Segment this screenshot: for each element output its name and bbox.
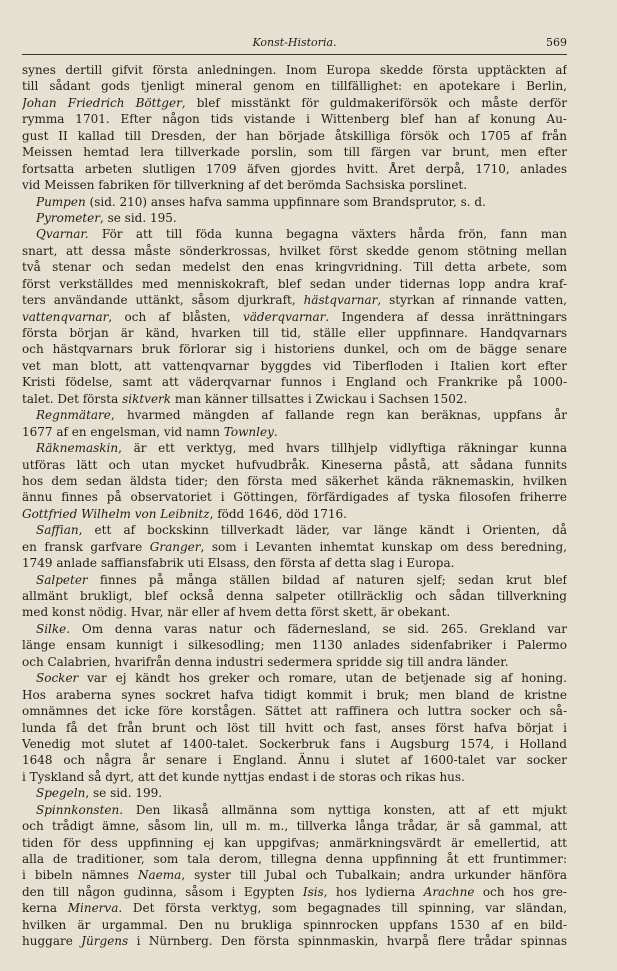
header-rule — [22, 54, 567, 55]
text-line: den till någon gudinna, såsom i Egypten Isis, hos lydierna Arachne och hos gre- — [22, 884, 567, 899]
running-header — [22, 36, 567, 52]
text-line: hos dem sedan äldsta tider; den första med säkerhet kända räknemaskin, hvilken — [22, 473, 567, 488]
text-line: synes dertill gifvit första anledningen. Inom Europa skedde första upptäckten af — [22, 63, 567, 77]
text-line: fortsatta arbeten slutligen 1709 äfven gjordes hvitt. Året derpå, 1710, anlades — [22, 161, 567, 176]
text-line: 1648 och några år senare i England. Ännu i slutet af 1600-talet var socker — [22, 753, 567, 768]
text-line: med konst nödig. Hvar, när eller af hvem detta först skett, är obekant. — [22, 605, 451, 620]
text-line: Regnmätare, hvarmed mängden af fallande regn kan beräknas, uppfans år — [36, 408, 567, 423]
text-line: Pumpen (sid. 210) anses hafva samma uppfinnare som Brandsprutor, s. d. — [36, 194, 486, 209]
text-line: två stenar och sedan medelst den enas kringvridning. Till detta arbete, som — [22, 260, 567, 275]
text-line: vid Meissen fabriken för tillverkning af det berömda Sachsiska porslinet. — [22, 178, 468, 193]
text-line: hvilken är urgammal. Den nu brukliga spinnrocken uppfans 1530 af en bild- — [22, 917, 567, 932]
text-line: Meissen hemtad lera tillverkade porslin, som till färgen var brunt, men efter — [22, 145, 567, 160]
text-line: 1677 af en engelsman, vid namn Townley. — [22, 424, 278, 439]
text-line: kerna Minerva. Det första verktyg, som begagnades till spinning, var sländan, — [22, 901, 567, 916]
text-line: Johan Friedrich Böttger, blef misstänkt för guldmakeriförsök och måste derför — [22, 95, 567, 110]
text-line: Räknemaskin, är ett verktyg, med hvars tillhjelp vidlyftiga räkningar kunna — [36, 441, 567, 456]
text-line: utföras lätt och utan mycket hufvudbråk. Kineserna påstå, att sådana funnits — [22, 457, 567, 472]
text-line: rymma 1701. Efter någon tids vistande i Wittenberg blef han af konung Au- — [22, 112, 567, 127]
text-line: gust II kallad till Dresden, der han började åtskilliga försök och 1705 af från — [22, 128, 567, 143]
text-line: lunda få det från brunt och löst till hvitt och fast, anses först hafva börjat i — [22, 720, 567, 735]
text-line: Kristi födelse, samt att väderqvarnar funnos i England och Frankrike på 1000- — [22, 375, 567, 390]
text-line: först verkställdes med menniskokraft, blef sedan under tidernas lopp andra kraf- — [22, 276, 567, 291]
text-line: omnämnes det icke före korstågen. Sättet att raffinera och luttra socker och så- — [22, 704, 567, 719]
text-line: Silke. Om denna varas natur och fädernesland, se sid. 265. Grekland var — [36, 621, 567, 636]
text-line: tiden för dess uppfinning ej kan uppgifvas; anmärkningsvärdt är emellertid, att — [22, 835, 567, 850]
text-line: Salpeter finnes på många ställen bildad af naturen sjelf; sedan krut blef — [36, 572, 567, 587]
text-line: talet. Det första siktverk man känner tillsattes i Zwickau i Sachsen 1502. — [22, 391, 468, 406]
text-line: alla de traditioner, som tala derom, tillegna denna uppfinning åt ett fruntimmer: — [22, 852, 567, 866]
text-line: Pyrometer, se sid. 195. — [36, 210, 177, 225]
text-line: vattenqvarnar, och af blåsten, väderqvarnar. Ingendera af dessa inrättningars — [22, 309, 567, 324]
text-line: snart, att dessa måste sönderkrossas, hvilket först skedde genom stötning mellan — [22, 243, 567, 258]
text-line: en fransk garfvare Granger, som i Levanten inhemtat kunskap om dess beredning, — [22, 539, 567, 554]
text-line: länge ensam kunnigt i silkesodling; men 1130 anlades sidenfabriker i Palermo — [22, 638, 567, 653]
text-line: Spinnkonsten. Den likaså allmänna som nyttiga konsten, att af ett mjukt — [36, 802, 567, 817]
text-line: och hästqvarnars bruk förlorar sig i historiens dunkel, och om de bägge senare — [22, 342, 567, 357]
page-number: 569 — [546, 36, 567, 49]
text-line: Qvarnar. För att till föda kunna begagna växters hårda frön, fann man — [36, 227, 567, 242]
text-line: Saffian, ett af bockskinn tillverkadt läder, var länge kändt i Orienten, då — [36, 523, 567, 538]
text-line: vet man blott, att vattenqvarnar byggdes vid Tiberfloden i Italien kort efter — [22, 358, 567, 373]
text-line: Gottfried Wilhelm von Leibnitz, född 1646, död 1716. — [22, 506, 347, 521]
running-title: Konst-Historia. — [252, 36, 337, 49]
text-line: 1749 anlade saffiansfabrik uti Elsass, den första af detta slag i Europa. — [22, 556, 455, 571]
text-line: ännu finnes på observatoriet i Göttingen, förfärdigades af tyska filosofen friherre — [22, 490, 567, 505]
text-line: första början är känd, hvarken till tid, ställe eller uppfinnare. Handqvarnars — [22, 326, 567, 340]
text-line: allmänt brukligt, blef också denna salpeter otillräcklig och sådan tillverkning — [22, 589, 567, 603]
text-line: ters användande uttänkt, såsom djurkraft, hästqvarnar, styrkan af rinnande vatten, — [22, 293, 567, 308]
text-line: huggare Jürgens i Nürnberg. Den första spinnmaskin, hvarpå flere trådar spinnas — [22, 934, 567, 949]
body-text — [22, 62, 567, 950]
text-line: Spegeln, se sid. 199. — [36, 786, 163, 801]
text-line: Socker var ej kändt hos greker och romare, utan de betjenade sig af honing. — [36, 671, 567, 686]
text-line: till sådant gods tjenligt mineral genom en tillfällighet: en apotekare i Berlin, — [22, 79, 567, 94]
text-line: Venedig mot slutet af 1400-talet. Sockerbruk fans i Augsburg 1574, i Holland — [22, 736, 567, 751]
text-line: och trådigt ämne, såsom lin, ull m. m., tillverka långa trådar, är så gammal, att — [22, 819, 567, 834]
text-line: och Calabrien, hvarifrån denna industri sedermera spridde sig till andra länder. — [22, 654, 509, 669]
text-line: i Tyskland så dyrt, att det kunde nyttjas endast i de storas och rikas hus. — [22, 769, 465, 784]
text-line: Hos araberna synes sockret hafva tidigt kommit i bruk; men bland de kristne — [22, 687, 567, 702]
text-line: i bibeln nämnes Naema, syster till Jubal och Tubalkain; andra urkunder hänföra — [22, 868, 567, 883]
